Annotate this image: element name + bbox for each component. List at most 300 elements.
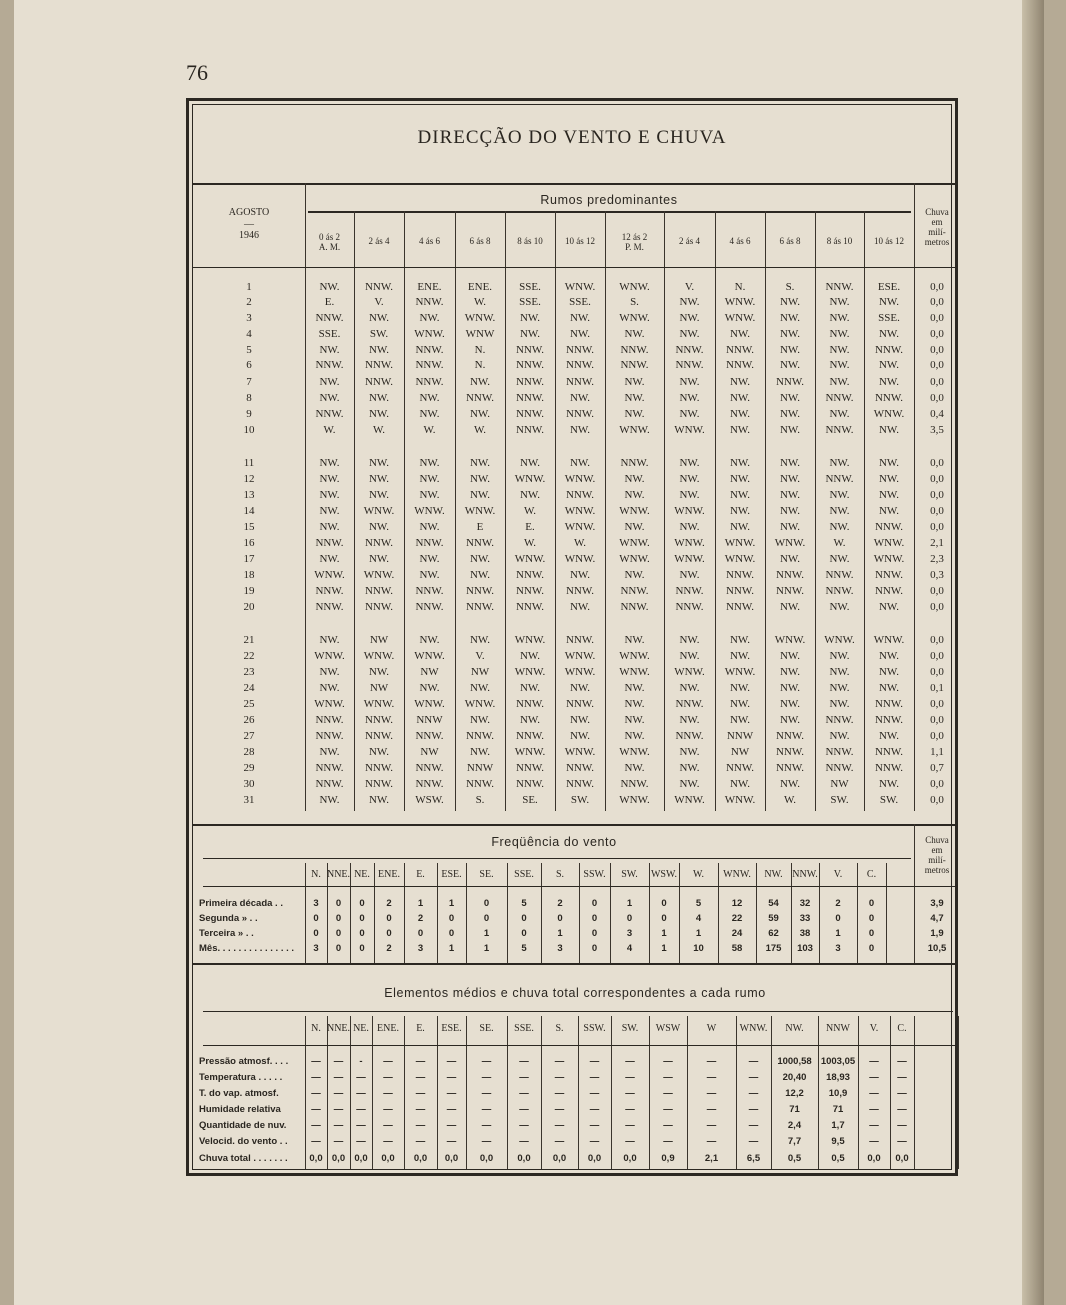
wind-direction-cell: NNW. (415, 778, 444, 790)
hour-column-divider (404, 211, 405, 811)
wind-direction-cell: NW. (319, 634, 340, 646)
elem-value-cell: 6,5 (746, 1153, 761, 1164)
elem-value-cell: — (356, 1136, 366, 1147)
wind-direction-cell: NW. (368, 489, 390, 501)
wind-direction-cell: NNW. (415, 359, 444, 371)
wind-direction-cell: NNW. (515, 408, 545, 420)
rain-header-line: metros (924, 237, 950, 247)
elem-value-cell: — (333, 1136, 344, 1147)
wind-direction-cell: WNW. (724, 296, 756, 308)
freq-header: N. (311, 869, 321, 880)
wind-direction-cell: NW. (319, 344, 340, 356)
wind-direction-cell: N. (474, 359, 486, 371)
freq-value-cell: 22 (731, 913, 743, 924)
freq-header-rule (203, 886, 958, 887)
elem-value-cell: 0,0 (867, 1153, 881, 1164)
wind-direction-cell: WNW. (464, 312, 496, 324)
rain-mm-cell: 0,0 (930, 666, 944, 678)
wind-direction-cell: SW. (369, 328, 389, 340)
wind-direction-cell: S. (785, 281, 795, 293)
elem-value-cell: 0,5 (831, 1153, 845, 1164)
wind-direction-cell: NW. (519, 650, 541, 662)
wind-direction-cell: NW. (519, 489, 541, 501)
elem-header: SE. (479, 1023, 494, 1034)
wind-direction-cell: WNW. (564, 473, 596, 485)
day-number: 1 (246, 281, 252, 293)
elem-value-cell: — (415, 1136, 426, 1147)
freq-value-cell: 0 (835, 913, 841, 924)
hour-header: 10 ás 12 (874, 236, 904, 246)
wind-direction-cell: NW. (679, 714, 700, 726)
wind-direction-cell: NW. (569, 682, 591, 694)
freq-value-cell: 0 (483, 913, 490, 924)
elem-value-cell: — (481, 1120, 492, 1131)
wind-direction-cell: NW. (419, 312, 440, 324)
page-number: 76 (186, 60, 208, 85)
page-title: DIRECÇÃO DO VENTO E CHUVA (417, 127, 727, 148)
wind-direction-cell: NW. (319, 473, 340, 485)
freq-rain-cell: 4,7 (930, 913, 944, 924)
wind-direction-cell: NNW. (825, 569, 854, 581)
elem-value-cell: — (519, 1056, 529, 1067)
elem-header: NNW (826, 1023, 850, 1034)
hour-column-divider (354, 211, 355, 811)
day-number: 13 (243, 489, 255, 501)
elem-header: NW. (785, 1023, 804, 1034)
wind-direction-cell: NW. (469, 457, 491, 469)
wind-direction-cell: NW. (419, 634, 440, 646)
elem-header-rule (203, 1045, 958, 1046)
elem-column-divider (736, 1016, 737, 1169)
wind-direction-cell: WNW. (464, 505, 496, 517)
elem-column-divider (687, 1016, 688, 1169)
wind-direction-cell: NNW. (825, 424, 854, 436)
wind-direction-cell: NW. (519, 682, 541, 694)
wind-direction-cell: NNW. (725, 601, 755, 613)
elem-header: N. (311, 1023, 321, 1034)
wind-direction-cell: NNW. (465, 778, 495, 790)
elem-column-divider (578, 1016, 579, 1169)
wind-direction-cell: NW. (878, 778, 900, 790)
wind-direction-cell: WNW. (619, 424, 650, 436)
freq-value-cell: 0 (661, 913, 667, 924)
wind-direction-cell: NW. (878, 296, 900, 308)
wind-direction-cell: NW. (779, 408, 801, 420)
freq-value-cell: 0 (335, 898, 342, 909)
elem-row-label: Velocid. do vento . . (199, 1136, 288, 1147)
wind-direction-cell: W. (423, 424, 436, 436)
wind-direction-cell: NW. (779, 424, 801, 436)
wind-direction-cell: NW. (519, 457, 541, 469)
wind-direction-cell: WNW. (363, 650, 395, 662)
hour-header-ampm: A. M. (318, 242, 341, 252)
wind-direction-cell: W. (372, 424, 386, 436)
wind-direction-cell: NNW. (415, 762, 444, 774)
rain-mm-cell: 0,4 (930, 408, 944, 420)
title-divider (193, 183, 958, 185)
wind-direction-cell: NNW. (364, 714, 394, 726)
elem-value-cell: — (625, 1136, 635, 1147)
freq-value-cell: 12 (731, 898, 743, 909)
wind-direction-cell: NW. (779, 296, 801, 308)
wind-direction-cell: NW. (878, 489, 900, 501)
elem-value-cell: — (589, 1120, 600, 1131)
freq-value-cell: 0 (868, 913, 875, 924)
wind-direction-cell: NNW (466, 762, 494, 774)
wind-direction-cell: NW. (878, 650, 900, 662)
wind-direction-cell: NW. (319, 376, 340, 388)
elem-value-cell: — (415, 1056, 426, 1067)
freq-rain-header-line: em (931, 845, 943, 855)
freq-title-rule (203, 858, 911, 859)
freq-header: V. (833, 869, 843, 880)
wind-direction-cell: NW. (779, 714, 801, 726)
wind-direction-cell: WNW. (774, 634, 806, 646)
wind-direction-cell: NW. (829, 505, 850, 517)
freq-value-cell: 1 (417, 898, 424, 909)
rain-mm-cell: 0,0 (930, 521, 944, 533)
elem-value-cell: 1000,58 (777, 1056, 812, 1067)
hour-column-divider (765, 211, 766, 811)
wind-direction-cell: WNW. (674, 424, 705, 436)
rain-mm-cell: 0,0 (930, 344, 944, 356)
wind-direction-cell: E. (324, 296, 335, 308)
freq-value-cell: 0 (359, 928, 365, 939)
wind-direction-cell: NW. (368, 408, 390, 420)
freq-header: S. (555, 869, 565, 880)
rumos-title: Rumos predominantes (540, 193, 678, 207)
wind-direction-cell: NW. (729, 457, 751, 469)
freq-value-cell: 0 (626, 913, 633, 924)
wind-direction-cell: NW. (729, 650, 751, 662)
elem-column-divider (611, 1016, 612, 1169)
wind-direction-cell: NNW. (515, 344, 545, 356)
wind-direction-cell: WNW. (724, 312, 756, 324)
elem-header: SSE. (514, 1023, 534, 1034)
day-number: 8 (246, 392, 252, 404)
wind-direction-cell: NW. (729, 682, 751, 694)
wind-direction-cell: NNW. (675, 359, 704, 371)
wind-direction-cell: NW. (679, 457, 700, 469)
freq-value-cell: 1 (626, 898, 633, 909)
elem-value-cell: — (706, 1104, 717, 1115)
elem-header: SW. (621, 1023, 639, 1034)
elem-value-cell: — (589, 1088, 600, 1099)
wind-direction-cell: NW. (878, 601, 900, 613)
wind-direction-cell: WNW. (674, 553, 705, 565)
freq-row-label: Terceira » . . (199, 928, 254, 939)
elem-header: NE. (353, 1023, 369, 1034)
wind-direction-cell: NW. (419, 408, 440, 420)
hour-column-divider (555, 211, 556, 811)
hour-column-divider (715, 211, 716, 811)
freq-value-cell: 2 (386, 943, 392, 954)
freq-value-cell: 59 (768, 913, 779, 924)
wind-direction-cell: NNW. (825, 585, 854, 597)
elem-value-cell: — (706, 1072, 717, 1083)
elem-value-cell: — (706, 1056, 717, 1067)
wind-direction-cell: WNW. (564, 746, 596, 758)
rumos-underline (308, 211, 911, 213)
elem-value-cell: 2,4 (787, 1120, 802, 1131)
rain-mm-cell: 0,0 (930, 457, 944, 469)
wind-direction-cell: NW (420, 746, 439, 758)
rain-mm-cell: 0,0 (930, 376, 944, 388)
wind-direction-cell: NW. (729, 408, 751, 420)
table-frame (186, 98, 958, 1176)
elem-value-cell: — (311, 1088, 321, 1099)
elem-column-divider (507, 1016, 508, 1169)
freq-column-divider (579, 863, 580, 963)
wind-direction-cell: WNW. (619, 794, 650, 806)
wind-direction-cell: W. (323, 424, 336, 436)
hour-header: 0 ás 2 (319, 232, 340, 242)
freq-value-cell: 4 (626, 943, 633, 954)
hour-header-ampm: P. M. (625, 242, 644, 252)
freq-value-cell: 0 (386, 913, 392, 924)
wind-direction-cell: NW. (569, 312, 591, 324)
year-label: 1946 (239, 230, 259, 241)
freq-value-cell: 24 (731, 928, 743, 939)
wind-direction-cell: NW. (779, 553, 801, 565)
freq-value-cell: 0 (335, 943, 342, 954)
elem-value-cell: — (311, 1056, 321, 1067)
wind-direction-cell: NNW. (675, 585, 704, 597)
wind-direction-cell: WNW. (619, 553, 650, 565)
day-number: 5 (246, 344, 252, 356)
wind-direction-cell: NW. (569, 392, 591, 404)
wind-direction-cell: NW. (469, 489, 491, 501)
wind-direction-cell: NW. (829, 457, 850, 469)
wind-direction-cell: NNW. (315, 359, 344, 371)
wind-direction-cell: NW. (779, 601, 801, 613)
hour-header: 8 ás 10 (826, 236, 853, 246)
wind-direction-cell: N. (734, 281, 746, 293)
wind-direction-cell: WNW. (464, 698, 496, 710)
elem-header: WNW. (739, 1023, 768, 1034)
wind-direction-cell: WNW. (873, 408, 905, 420)
wind-direction-cell: W. (473, 296, 487, 308)
wind-direction-cell: NW. (779, 457, 801, 469)
freq-header: NE. (354, 869, 370, 880)
rain-column-divider (914, 183, 915, 811)
elem-value-cell: — (897, 1088, 907, 1099)
wind-direction-cell: NW. (679, 650, 700, 662)
wind-direction-cell: WNW. (724, 553, 756, 565)
wind-direction-cell: NNW. (515, 569, 545, 581)
rain-mm-cell: 0,0 (930, 794, 944, 806)
wind-direction-cell: NW. (319, 521, 340, 533)
elem-value-cell: — (446, 1056, 457, 1067)
freq-value-cell: 1 (835, 928, 841, 939)
wind-direction-cell: N. (474, 344, 486, 356)
elem-row-label: Chuva total . . . . . . . (199, 1153, 288, 1164)
elem-value-cell: — (311, 1104, 321, 1115)
day-number: 28 (243, 746, 255, 758)
wind-direction-cell: NW. (319, 281, 340, 293)
wind-direction-cell: WNW. (514, 666, 546, 678)
rain-mm-cell: 0,0 (930, 281, 944, 293)
day-number: 30 (243, 778, 255, 790)
wind-direction-cell: WNW. (674, 537, 705, 549)
wind-direction-cell: NW. (729, 473, 751, 485)
day-number: 29 (243, 762, 255, 774)
wind-direction-cell: NW (730, 746, 750, 758)
wind-direction-cell: NW. (878, 328, 900, 340)
wind-direction-cell: E (476, 521, 484, 533)
wind-direction-cell: S. (475, 794, 485, 806)
wind-direction-cell: NNW. (465, 392, 495, 404)
freq-column-divider (541, 863, 542, 963)
wind-direction-cell: NW. (419, 569, 440, 581)
elem-column-divider (350, 1016, 351, 1169)
wind-direction-cell: NNW (416, 714, 443, 726)
elem-value-cell: — (663, 1072, 673, 1083)
wind-direction-cell: NW. (469, 569, 491, 581)
rain-mm-cell: 0,0 (930, 328, 944, 340)
elem-column-divider (818, 1016, 819, 1169)
freq-value-cell: 0 (313, 928, 319, 939)
freq-value-cell: 175 (765, 943, 782, 954)
elem-value-cell: — (625, 1056, 635, 1067)
wind-direction-cell: NW. (878, 505, 900, 517)
wind-direction-cell: WNW. (619, 537, 650, 549)
wind-direction-cell: NW. (829, 312, 850, 324)
wind-direction-cell: NNW. (620, 359, 649, 371)
elem-value-cell: — (897, 1056, 907, 1067)
wind-direction-cell: NNW. (364, 376, 394, 388)
wind-direction-cell: NW. (368, 344, 390, 356)
elem-value-cell: — (625, 1120, 635, 1131)
freq-column-divider (374, 863, 375, 963)
wind-direction-cell: WSW. (415, 794, 444, 806)
elem-value-cell: — (748, 1120, 759, 1131)
wind-direction-cell: NNW. (725, 344, 755, 356)
wind-direction-cell: NW. (419, 392, 440, 404)
elem-value-cell: 1,7 (831, 1120, 845, 1131)
wind-direction-cell: SW. (570, 794, 590, 806)
wind-direction-cell: NW. (779, 359, 801, 371)
wind-direction-cell: WNW. (619, 650, 650, 662)
freq-value-cell: 5 (521, 943, 527, 954)
elem-value-cell: — (869, 1104, 879, 1115)
wind-direction-cell: NW. (368, 553, 390, 565)
wind-direction-cell: NNW. (565, 634, 595, 646)
freq-value-cell: 58 (731, 943, 743, 954)
wind-direction-cell: NNW. (874, 762, 904, 774)
wind-direction-cell: V. (374, 296, 384, 308)
wind-direction-cell: NNW. (515, 698, 545, 710)
wind-direction-cell: E. (525, 521, 535, 533)
wind-direction-cell: NNW. (725, 762, 755, 774)
rain-mm-cell: 0,0 (930, 730, 944, 742)
year-dash: — (244, 219, 254, 230)
wind-direction-cell: NNW. (315, 730, 344, 742)
wind-direction-cell: NW. (779, 473, 801, 485)
freq-rain-cell: 3,9 (930, 898, 944, 909)
wind-direction-cell: NW. (679, 473, 700, 485)
wind-direction-cell: NW. (679, 328, 700, 340)
wind-direction-cell: WNW. (824, 634, 855, 646)
wind-direction-cell: NW. (729, 521, 751, 533)
wind-direction-cell: V. (684, 281, 695, 293)
freq-value-cell: 2 (835, 898, 841, 909)
wind-direction-cell: WNW. (564, 281, 596, 293)
wind-direction-cell: NW. (829, 730, 850, 742)
wind-direction-cell: NNW. (874, 569, 904, 581)
freq-column-divider (610, 863, 611, 963)
freq-header: NW. (764, 869, 783, 880)
wind-direction-cell: NNW. (825, 714, 854, 726)
freq-value-cell: 3 (626, 928, 633, 939)
wind-direction-cell: NNW. (620, 585, 649, 597)
freq-column-divider (679, 863, 680, 963)
hour-header: 4 ás 6 (729, 236, 751, 246)
wind-direction-cell: WNW. (619, 281, 650, 293)
wind-direction-cell: NW. (679, 569, 700, 581)
freq-column-divider (305, 863, 306, 963)
elem-value-cell: — (519, 1136, 529, 1147)
wind-direction-cell: NW. (569, 457, 591, 469)
elem-value-cell: — (481, 1072, 492, 1083)
freq-header: ESE. (441, 869, 462, 880)
freq-row-label: Primeira década . . (199, 898, 283, 909)
wind-direction-cell: NW. (624, 392, 645, 404)
wind-direction-cell: NW. (319, 505, 340, 517)
wind-direction-cell: NW. (878, 376, 900, 388)
elem-value-cell: — (663, 1120, 673, 1131)
wind-direction-cell: NW. (679, 296, 700, 308)
freq-value-cell: 32 (799, 898, 811, 909)
freq-value-cell: 0 (448, 928, 455, 939)
wind-direction-cell: SW. (879, 794, 899, 806)
wind-direction-cell: NW. (519, 312, 541, 324)
elem-column-divider (437, 1016, 438, 1169)
wind-direction-cell: NW. (419, 457, 440, 469)
wind-direction-cell: WNW. (414, 650, 445, 662)
wind-direction-cell: SSE. (318, 328, 341, 340)
wind-direction-cell: NW. (624, 473, 645, 485)
elem-column-divider (914, 1016, 915, 1169)
freq-value-cell: 2 (417, 913, 424, 924)
wind-direction-cell: NNW. (620, 457, 649, 469)
hour-column-divider (664, 211, 665, 811)
wind-direction-cell: NW. (624, 682, 645, 694)
wind-direction-cell: NW. (624, 376, 645, 388)
rain-mm-cell: 0,0 (930, 714, 944, 726)
elem-value-cell: 1003,05 (820, 1056, 856, 1067)
wind-direction-cell: NNW. (825, 392, 854, 404)
elem-value-cell: — (446, 1136, 457, 1147)
elem-value-cell: 7,7 (787, 1136, 802, 1147)
rain-mm-cell: 0,7 (930, 762, 944, 774)
elem-value-cell: — (446, 1104, 457, 1115)
elem-value-cell: 0,0 (331, 1153, 346, 1164)
wind-direction-cell: WNW. (724, 666, 756, 678)
rain-mm-cell: 2,1 (930, 537, 944, 549)
wind-direction-cell: WNW. (564, 666, 596, 678)
freq-value-cell: 0 (359, 913, 365, 924)
elem-value-cell: — (311, 1072, 321, 1083)
elem-value-cell: — (554, 1072, 565, 1083)
wind-direction-cell: WNW. (564, 553, 596, 565)
wind-direction-cell: NNW. (315, 312, 344, 324)
wind-direction-cell: WNW. (363, 505, 395, 517)
wind-direction-cell: NW. (779, 682, 801, 694)
wind-direction-cell: WNW. (724, 537, 756, 549)
freq-rain-header-line: metros (924, 865, 950, 875)
day-number: 20 (243, 601, 255, 613)
